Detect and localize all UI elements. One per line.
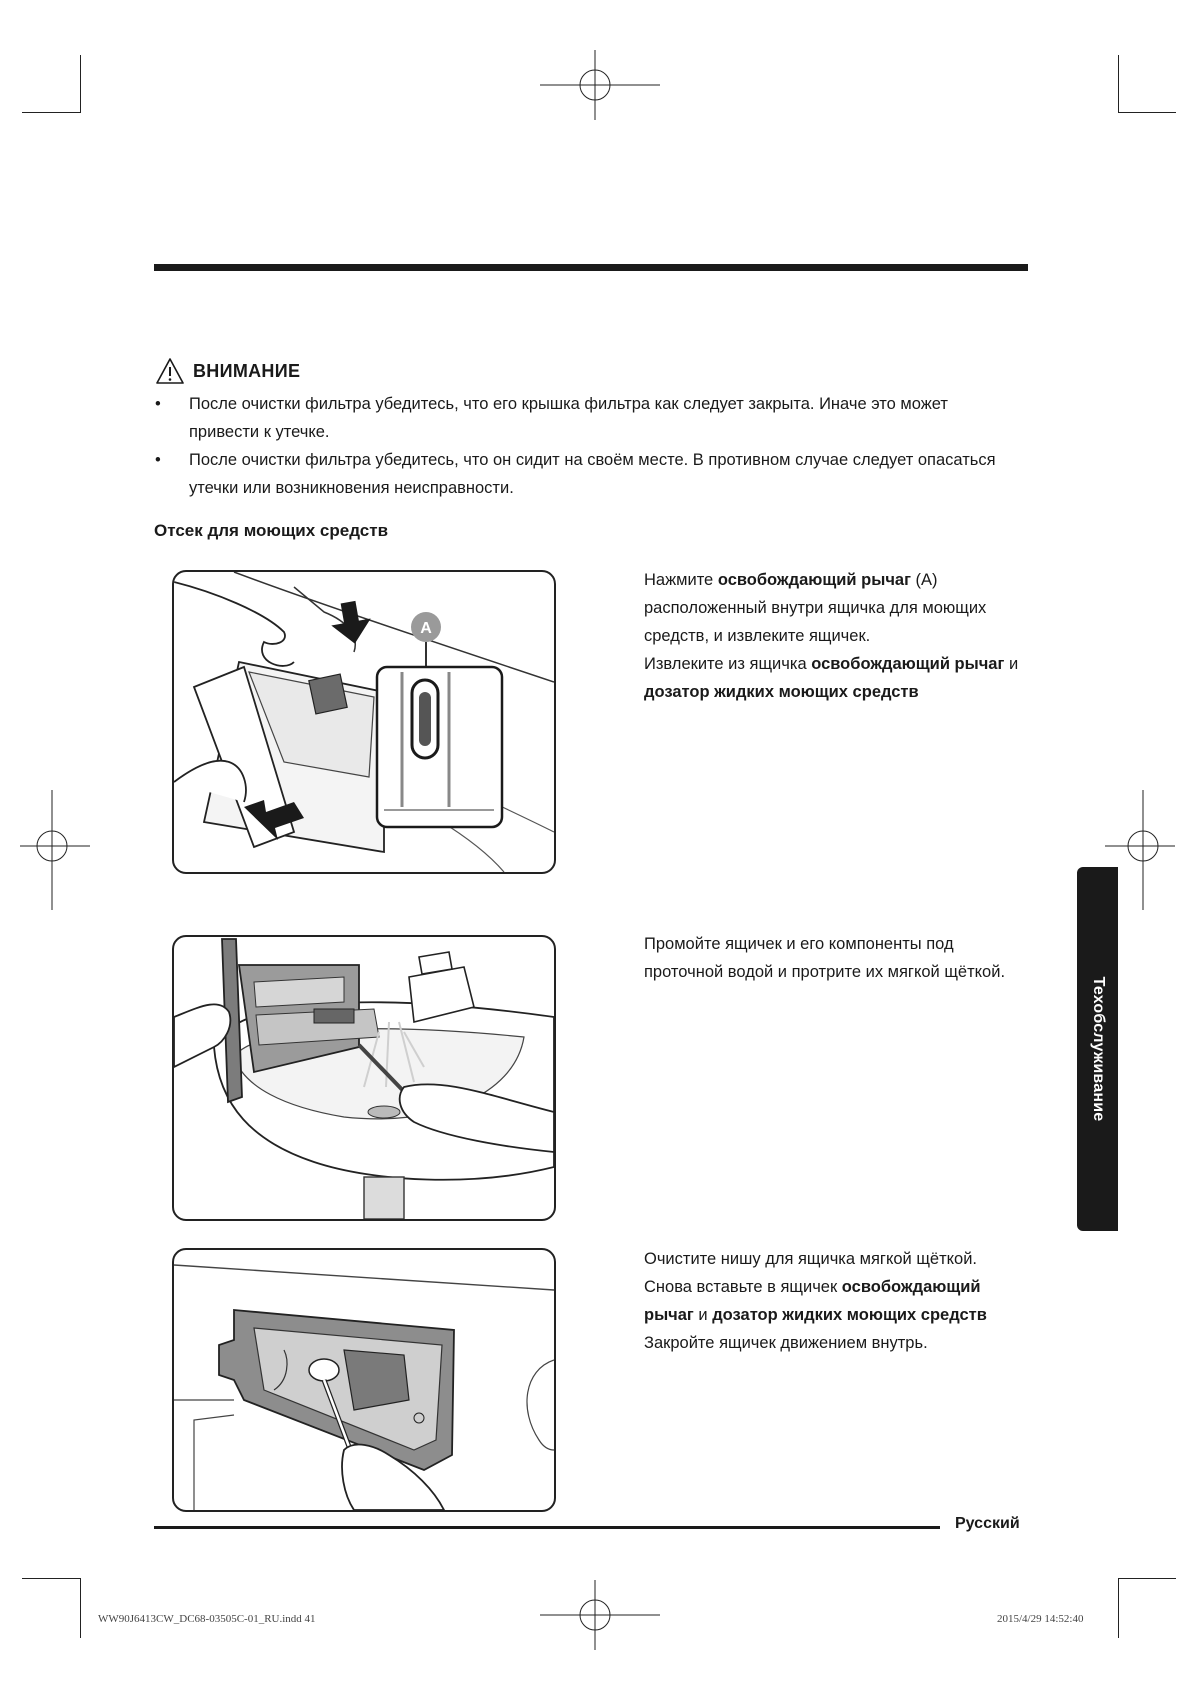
crop-mark: [80, 55, 81, 113]
step-2-text: Промойте ящичек и его компоненты под проточной водой и протрите их мягкой щёткой.: [644, 935, 1006, 981]
step-3-text: Очистите нишу для ящичка мягкой щёткой. Снова вставьте в ящичек освобождающий рычаг и дозатор жидких моющих средств Закройте ящичек движением внутрь.: [644, 1250, 987, 1352]
crop-mark: [1118, 1578, 1176, 1579]
registration-mark-bottom: [540, 1580, 660, 1650]
caution-heading: [155, 356, 300, 386]
crop-mark: [1118, 55, 1119, 113]
section-title: Отсек для моющих средств: [154, 521, 389, 540]
language-label: Русский: [955, 1515, 1020, 1532]
crop-mark: [1118, 1578, 1119, 1638]
caution-item-text: После очистки фильтра убедитесь, что он сидит на своём месте. В противном случае следует опасаться утечки или возникновения неисправности.: [189, 451, 996, 497]
header-rule: [154, 264, 1028, 271]
crop-mark: [80, 1578, 81, 1638]
registration-mark-left: [20, 790, 90, 910]
crop-mark: [22, 112, 80, 113]
caution-item: • После очистки фильтра убедитесь, что его крышка фильтра как следует закрыта. Иначе это может привести к утечке.: [155, 390, 1015, 446]
crop-mark: [22, 1578, 80, 1579]
callout-label: A: [420, 620, 432, 637]
figure-clean-recess: [172, 1248, 556, 1512]
warning-triangle-icon: [155, 357, 185, 385]
step-1-text: Нажмите освобождающий рычаг (A) расположенный внутри ящичка для моющих средств, и извлеките ящичек. Извлеките из ящичка освобождающий рычаг и дозатор жидких моющих средств: [644, 571, 1019, 701]
caution-item-text: После очистки фильтра убедитесь, что его крышка фильтра как следует закрыта. Иначе это может привести к утечке.: [189, 395, 948, 441]
figure-remove-drawer: [172, 570, 556, 874]
footer-rule: [154, 1526, 940, 1529]
footer-timestamp: 2015/4/29 14:52:40: [997, 1613, 1084, 1625]
chapter-tab-label: Техобслуживание: [1089, 976, 1107, 1122]
crop-mark: [1118, 112, 1176, 113]
footer-file-info: WW90J6413CW_DC68-03505C-01_RU.indd 41: [98, 1613, 316, 1625]
registration-mark-top: [540, 50, 660, 120]
caution-list: [155, 390, 1015, 502]
caution-item: • После очистки фильтра убедитесь, что он сидит на своём месте. В противном случае следует опасаться утечки или возникновения неисправности.: [155, 446, 1015, 502]
figure-wash-drawer: [172, 935, 556, 1221]
chapter-tab: [1077, 867, 1118, 1231]
caution-title: ВНИМАНИЕ: [193, 360, 301, 381]
